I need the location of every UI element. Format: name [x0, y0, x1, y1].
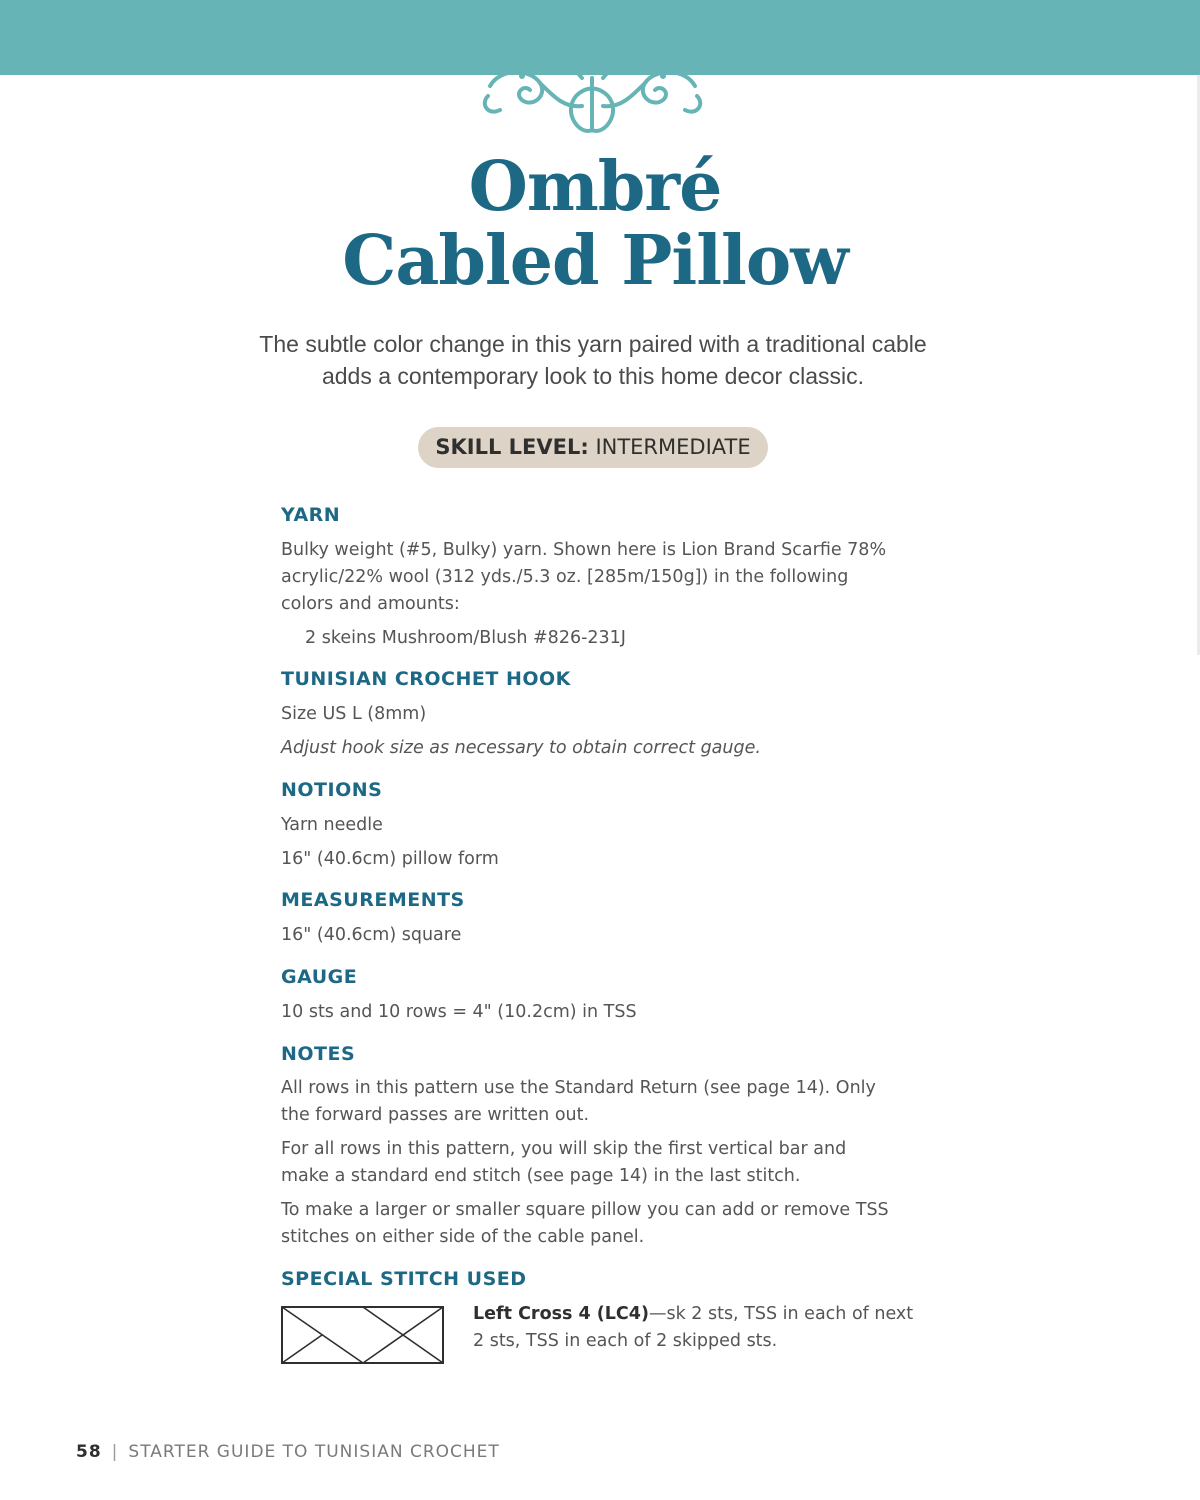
notes-p1-line-1: All rows in this pattern use the Standard Return (see page 14). Only	[281, 1078, 876, 1098]
notions-heading: NOTIONS	[281, 779, 383, 801]
yarn-text-line-3: colors and amounts:	[281, 594, 460, 614]
special-stitch-desc-line-1: —sk 2 sts, TSS in each of next	[648, 1304, 914, 1324]
special-stitch-description	[473, 1301, 923, 1355]
notes-p3-line-2: stitches on either side of the cable panel.	[281, 1227, 645, 1247]
yarn-text-line-2: acrylic/22% wool (312 yds./5.3 oz. [285m/150g]) in the following	[281, 567, 849, 587]
yarn-heading: YARN	[281, 504, 341, 526]
hook-note: Adjust hook size as necessary to obtain correct gauge.	[281, 738, 761, 758]
notions-item-needle: Yarn needle	[281, 815, 383, 835]
notes-p2-line-2: make a standard end stitch (see page 14) in the last stitch.	[281, 1166, 801, 1186]
cable-cross-diagram-icon	[281, 1306, 444, 1364]
page-footer	[76, 1442, 500, 1462]
skill-level-value: INTERMEDIATE	[595, 435, 751, 459]
page-number: 58	[76, 1442, 102, 1462]
special-stitch-desc-line-2: 2 sts, TSS in each of 2 skipped sts.	[473, 1331, 778, 1351]
notes-paragraph-2	[281, 1136, 911, 1190]
notes-paragraph-1	[281, 1075, 911, 1129]
notes-paragraph-3	[281, 1197, 911, 1251]
title-line-2: Cabled Pillow	[342, 221, 848, 301]
yarn-color-item: 2 skeins Mushroom/Blush #826-231J	[305, 628, 626, 648]
yarn-description	[281, 537, 911, 618]
special-stitch-heading: SPECIAL STITCH USED	[281, 1268, 527, 1290]
yarn-text-line-1: Bulky weight (#5, Bulky) yarn. Shown here is Lion Brand Scarfie 78%	[281, 540, 887, 560]
notes-p2-line-1: For all rows in this pattern, you will skip the first vertical bar and	[281, 1139, 847, 1159]
scroll-flourish-icon	[470, 38, 715, 140]
subtitle-line-2: adds a contemporary look to this home decor classic.	[321, 363, 865, 389]
title-line-1: Ombré	[468, 147, 722, 227]
notions-item-pillow-form: 16" (40.6cm) pillow form	[281, 849, 499, 869]
book-title: STARTER GUIDE TO TUNISIAN CROCHET	[128, 1442, 500, 1462]
subtitle-line-1: The subtle color change in this yarn paired with a traditional cable	[259, 331, 927, 357]
notes-p3-line-1: To make a larger or smaller square pillow you can add or remove TSS	[281, 1200, 889, 1220]
special-stitch-name: Left Cross 4 (LC4)	[473, 1304, 649, 1324]
footer-separator: |	[111, 1442, 119, 1462]
measurements-heading: MEASUREMENTS	[281, 889, 465, 911]
gauge-heading: GAUGE	[281, 966, 358, 988]
hook-size: Size US L (8mm)	[281, 704, 427, 724]
skill-level-label: SKILL LEVEL:	[435, 435, 589, 459]
skill-level-badge	[418, 427, 768, 468]
intro-subtitle	[180, 328, 1006, 392]
gauge-text: 10 sts and 10 rows = 4" (10.2cm) in TSS	[281, 1002, 637, 1022]
page-title	[0, 147, 1190, 301]
notes-heading: NOTES	[281, 1043, 356, 1065]
notes-p1-line-2: the forward passes are written out.	[281, 1105, 590, 1125]
hook-heading: TUNISIAN CROCHET HOOK	[281, 668, 571, 690]
measurements-text: 16" (40.6cm) square	[281, 925, 462, 945]
